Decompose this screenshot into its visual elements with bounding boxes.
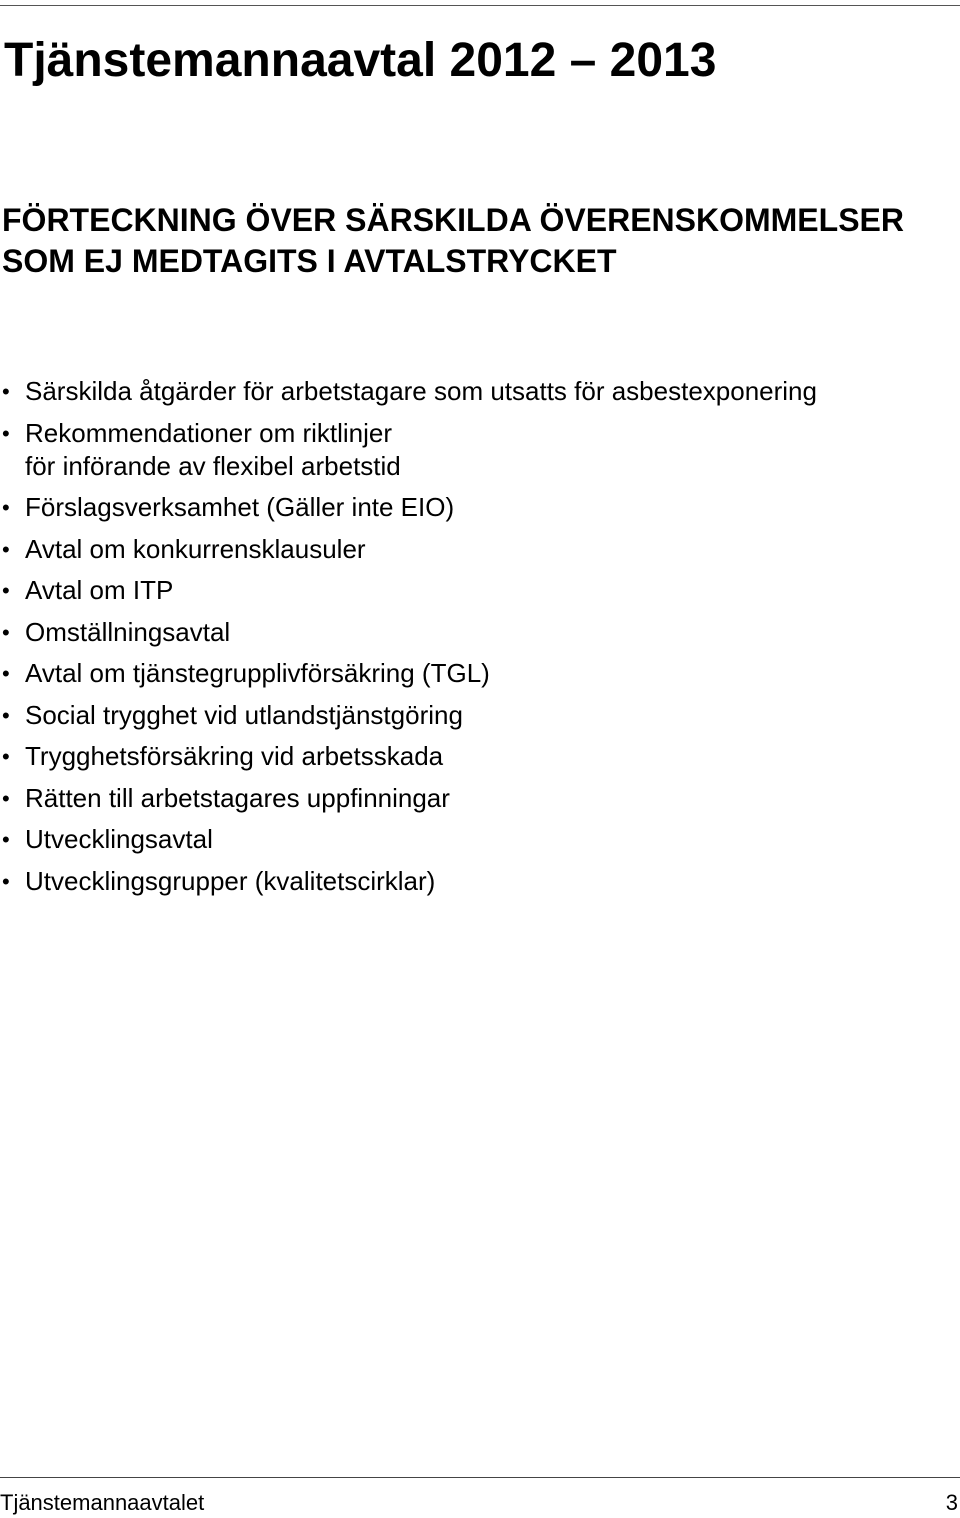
footer-divider	[0, 1477, 960, 1478]
list-item	[0, 865, 940, 898]
list-item-text: Rekommendationer om riktlinjer	[25, 417, 393, 448]
bullet-icon: •	[2, 536, 10, 562]
list-item-text: Förslagsverksamhet (Gäller inte EIO)	[25, 492, 455, 522]
list-item-text: Utvecklingsgrupper (kvalitetscirklar)	[25, 865, 436, 896]
footer-title: Tjänstemannaavtalet	[0, 1490, 205, 1515]
page-title: Tjänstemannaavtal 2012 – 2013	[4, 34, 717, 87]
list-item-text: Rätten till arbetstagares uppfinningar	[25, 782, 450, 813]
section-heading-line: SOM EJ MEDTAGITS I AVTALSTRYCKET	[2, 243, 617, 279]
bullet-icon: •	[2, 578, 10, 603]
bullet-icon: •	[2, 868, 10, 894]
list-item	[0, 491, 940, 524]
list-item-text: Social trygghet vid utlandstjänstgöring	[25, 699, 463, 730]
page-number: 3	[945, 1490, 958, 1515]
top-divider	[0, 5, 960, 6]
list-item-text: Avtal om tjänstegrupplivförsäkring (TGL)	[25, 658, 490, 688]
list-item	[0, 574, 940, 607]
list-item	[0, 657, 940, 690]
bullet-icon: •	[2, 420, 10, 446]
list-item-text: Trygghetsförsäkring vid arbetsskada	[25, 741, 444, 771]
list-item	[0, 740, 940, 773]
list-item-text: Avtal om ITP	[25, 575, 174, 605]
list-item	[0, 699, 940, 732]
list-item	[0, 782, 940, 815]
bullet-icon: •	[2, 744, 10, 769]
list-item	[0, 533, 940, 566]
list-item-text: Omställningsavtal	[25, 616, 231, 647]
list-item-text: för införande av flexibel arbetstid	[25, 450, 401, 481]
bullet-icon: •	[2, 785, 10, 811]
section-heading	[2, 200, 904, 282]
bullet-icon: •	[2, 379, 10, 404]
bullet-icon: •	[2, 495, 10, 520]
list-item-text: Avtal om konkurrensklausuler	[25, 533, 366, 564]
bullet-icon: •	[2, 827, 10, 852]
bullet-icon: •	[2, 619, 10, 645]
list-item	[0, 417, 940, 483]
list-item	[0, 616, 940, 649]
list-item	[0, 823, 940, 856]
list-item-text: Utvecklingsavtal	[25, 824, 213, 854]
agreement-list	[0, 375, 940, 906]
list-item	[0, 375, 940, 408]
list-item-text: Särskilda åtgärder för arbetstagare som utsatts för asbestexponering	[25, 376, 817, 406]
section-heading-line: FÖRTECKNING ÖVER SÄRSKILDA ÖVERENSKOMMELSER	[2, 202, 904, 238]
bullet-icon: •	[2, 661, 10, 686]
bullet-icon: •	[2, 702, 10, 728]
